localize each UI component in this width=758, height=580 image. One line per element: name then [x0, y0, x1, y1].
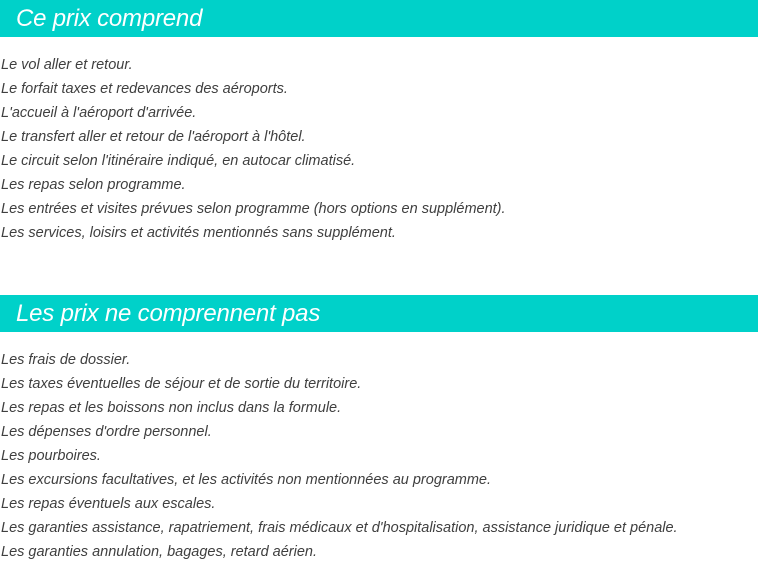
list-item: Le transfert aller et retour de l'aéroport à l'hôtel. — [1, 129, 306, 145]
list-item: Les repas selon programme. — [1, 177, 186, 193]
list-item: Les frais de dossier. — [1, 352, 131, 368]
list-item: Les garanties annulation, bagages, retard aérien. — [1, 544, 317, 560]
list-item: Les services, loisirs et activités mentionnés sans supplément. — [1, 225, 396, 241]
list-item: Les taxes éventuelles de séjour et de sortie du territoire. — [1, 376, 362, 392]
list-item: Les repas éventuels aux escales. — [1, 496, 216, 512]
list-item: Le vol aller et retour. — [1, 57, 133, 73]
list-item: Les pourboires. — [1, 448, 101, 464]
list-item: Les repas et les boissons non inclus dans la formule. — [1, 400, 342, 416]
list-item: Les excursions facultatives, et les activités non mentionnées au programme. — [1, 472, 492, 488]
list-item: Le forfait taxes et redevances des aéroports. — [1, 81, 288, 97]
list-item: Les dépenses d'ordre personnel. — [1, 424, 212, 440]
list-item: Les entrées et visites prévues selon programme (hors options en supplément). — [1, 201, 506, 217]
includes-list — [0, 53, 506, 245]
excludes-section-title: Les prix ne comprennent pas — [0, 295, 758, 332]
excludes-list — [0, 348, 678, 564]
list-item: L'accueil à l'aéroport d'arrivée. — [1, 105, 197, 121]
list-item: Les garanties assistance, rapatriement, frais médicaux et d'hospitalisation, assistance juridique et pénale. — [1, 520, 678, 536]
list-item: Le circuit selon l'itinéraire indiqué, en autocar climatisé. — [1, 153, 356, 169]
includes-section-title: Ce prix comprend — [0, 0, 758, 37]
